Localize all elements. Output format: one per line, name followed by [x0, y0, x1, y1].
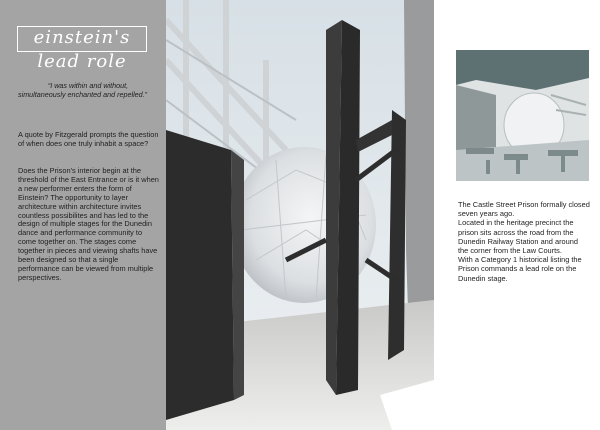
- title-line-1: einstein's: [33, 27, 131, 48]
- interior-rendering: [166, 0, 434, 430]
- body-paragraph: Does the Prison's interior begin at the threshold of the East Entrance or is it when a new performer enters the form of Einstein? The opportunity to layer architecture within architecture invites countless possibilites and has led to the design of multiple stages for the Dunedin dance and performance community to come together on. The stages come together in pieces and viewing shafts have been designed so that a single performance can be viewed from multiple perspectives.: [18, 166, 159, 282]
- site-line-3: With a Category 1 historical listing the Prison commands a lead role on the Dunedin stage.: [458, 255, 582, 283]
- poster-title: [17, 26, 147, 74]
- site-line-1: The Castle Street Prison formally closed seven years ago.: [458, 200, 590, 219]
- rendering-illustration: [166, 0, 434, 430]
- site-line-2: Located in the heritage precinct the prison sits across the road from the Dunedin Railway Station and around the corner from the Law Courts.: [458, 218, 578, 256]
- fitzgerald-quote: [18, 82, 158, 99]
- quote-line-2: simultaneously enchanted and repelled.”: [18, 89, 148, 99]
- title-line-2: lead role: [37, 51, 127, 72]
- intro-paragraph: A quote by Fitzgerald prompts the question of when does one truly inhabit a space?: [18, 130, 159, 148]
- left-dark-wall: [166, 130, 234, 420]
- inset-illustration: [456, 50, 589, 181]
- site-description: [458, 200, 590, 283]
- quote-line-1: “I was within and without,: [47, 81, 129, 90]
- left-text-panel: [0, 0, 166, 430]
- inset-rendering: [456, 50, 589, 181]
